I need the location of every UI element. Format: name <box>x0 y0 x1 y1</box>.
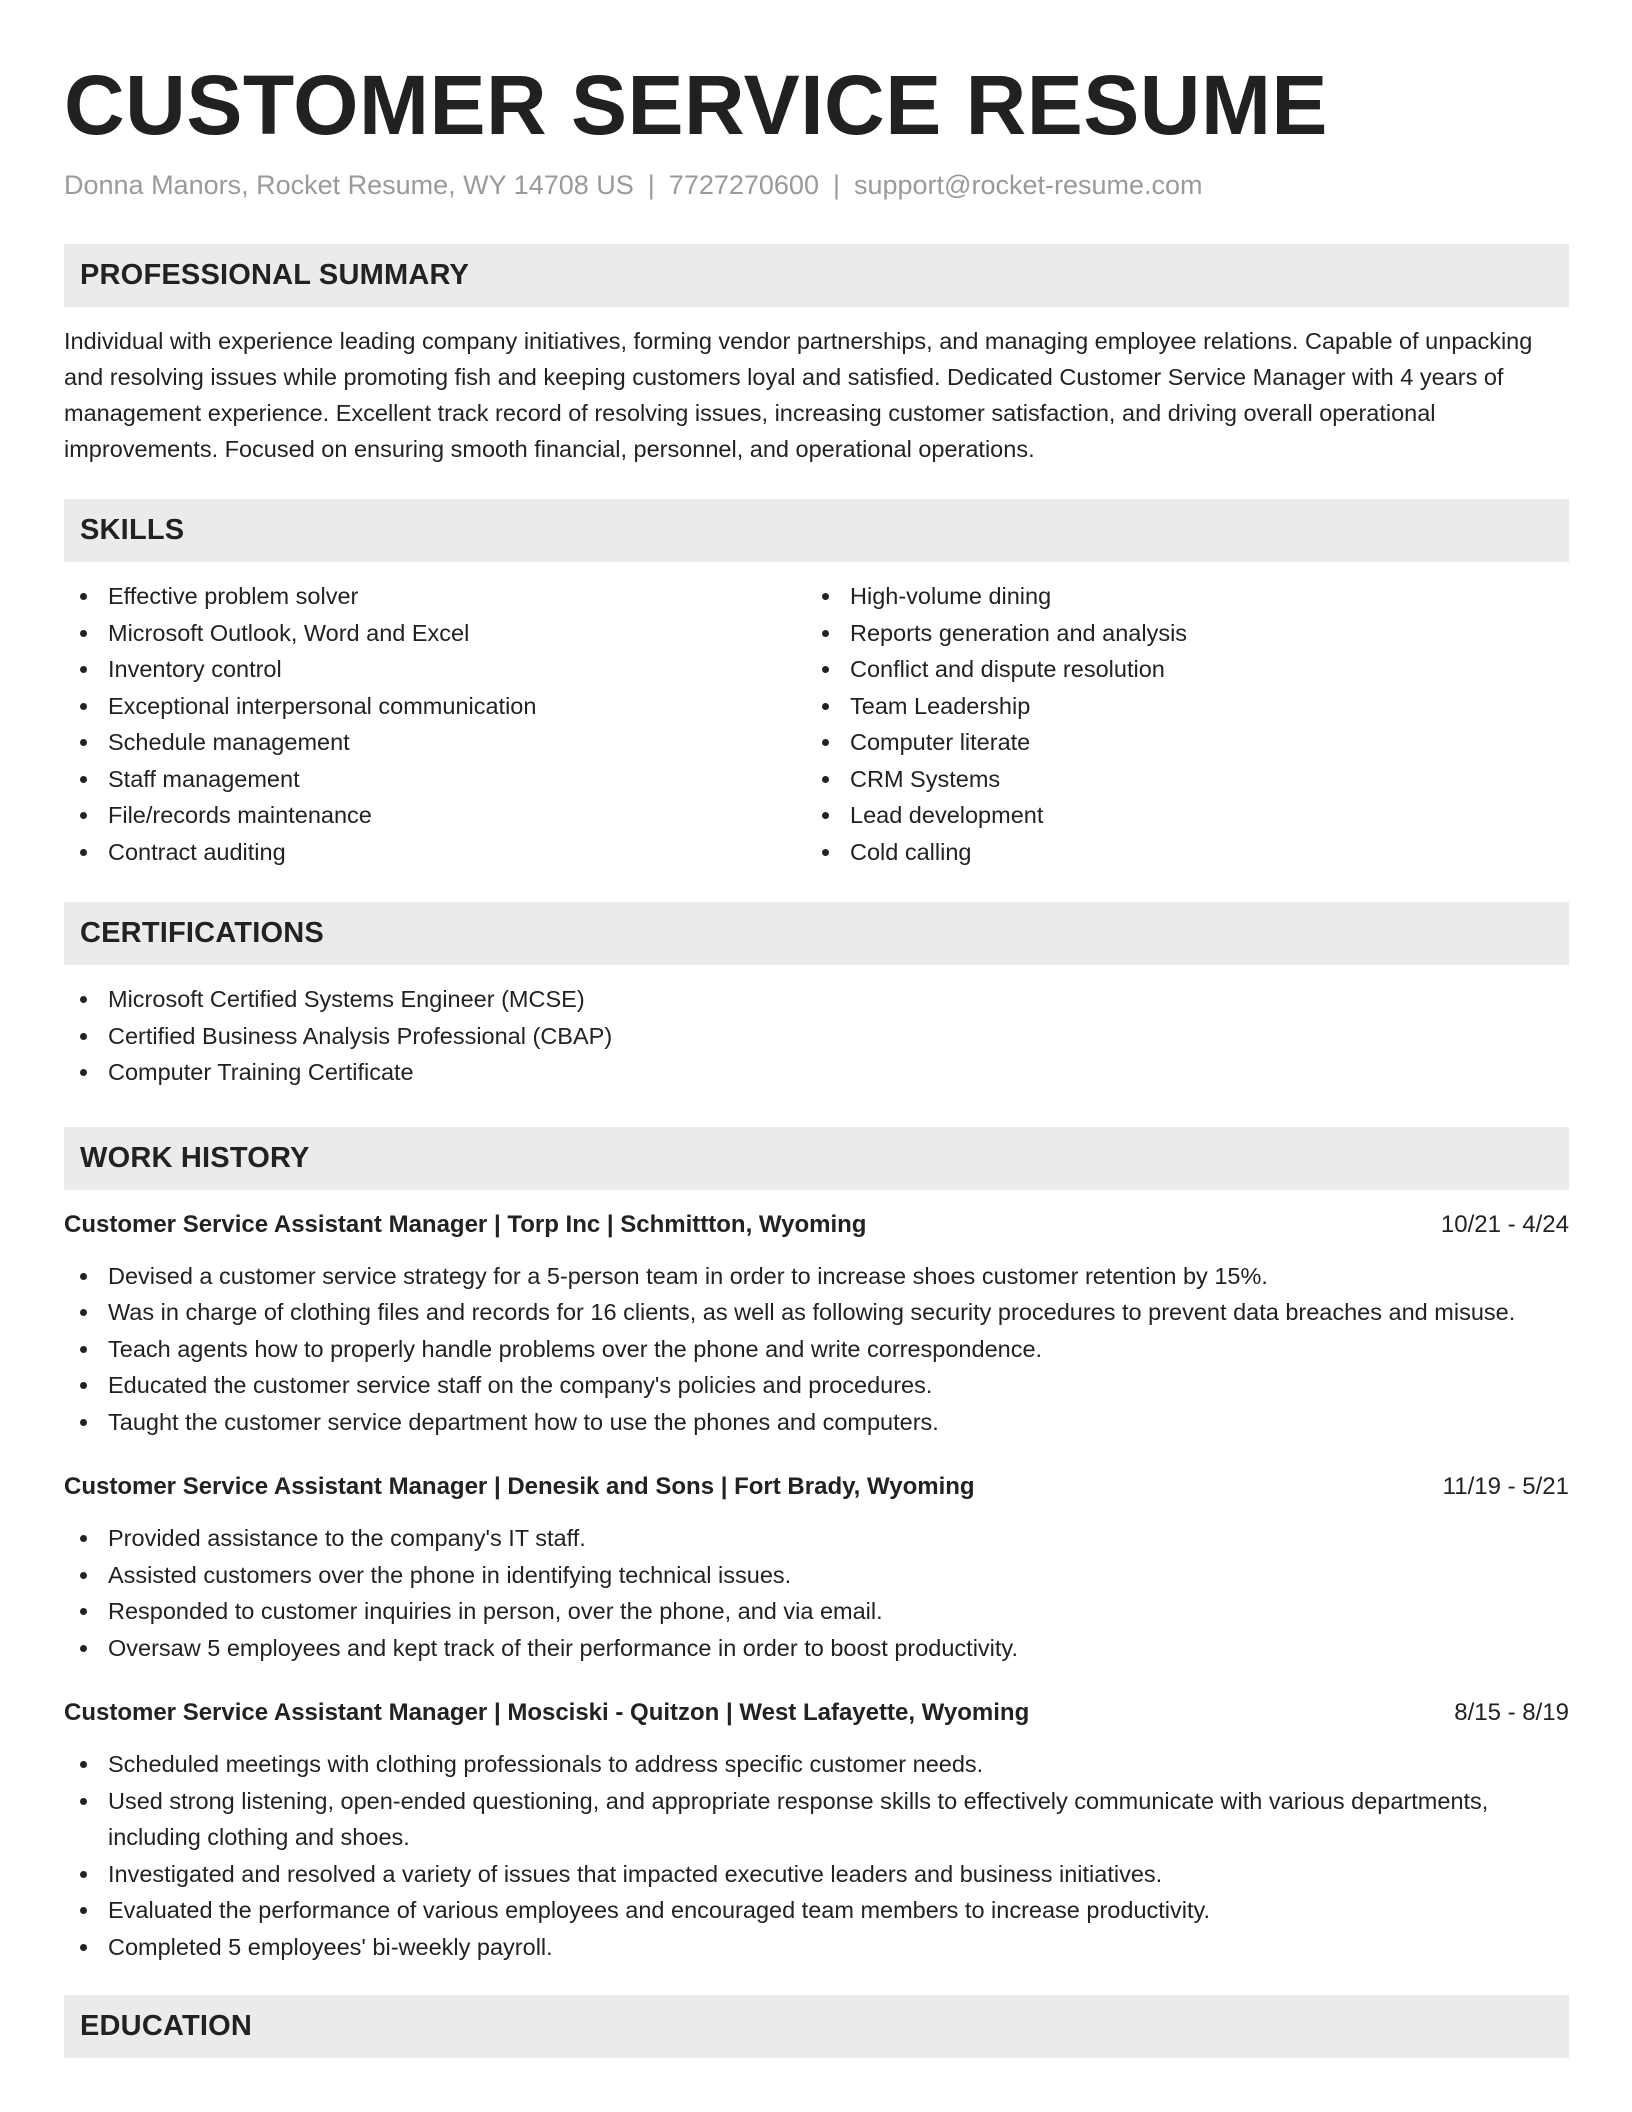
job-entry <box>64 1208 1569 1441</box>
job-entry <box>64 1470 1569 1666</box>
work-history-section <box>64 1127 1569 1966</box>
contact-phone: 7727270600 <box>668 170 819 200</box>
summary-section <box>64 244 1569 467</box>
skill-item: Computer literate <box>806 724 1548 761</box>
skill-item: Lead development <box>806 797 1548 834</box>
skill-item: Inventory control <box>64 651 806 688</box>
skill-item: Staff management <box>64 761 806 798</box>
certifications-list <box>64 981 1569 1091</box>
skills-grid <box>64 562 1569 870</box>
job-dates: 10/21 - 4/24 <box>1440 1210 1569 1238</box>
skills-list-right <box>806 578 1548 870</box>
skill-item: Schedule management <box>64 724 806 761</box>
skill-item: File/records maintenance <box>64 797 806 834</box>
job-bullet: Teach agents how to properly handle problems over the phone and write correspondence. <box>64 1331 1569 1368</box>
contact-separator: | <box>832 170 840 200</box>
certification-item: Certified Business Analysis Professional (CBAP) <box>64 1018 1569 1055</box>
job-title: Customer Service Assistant Manager | Denesik and Sons | Fort Brady, Wyoming <box>64 1473 975 1500</box>
job-bullet: Oversaw 5 employees and kept track of their performance in order to boost productivity. <box>64 1630 1569 1667</box>
job-bullet: Used strong listening, open-ended questioning, and appropriate response skills to effectively communicate with various departments, including clothing and shoes. <box>64 1783 1569 1856</box>
education-heading: EDUCATION <box>64 1995 1569 2058</box>
sections <box>64 244 1569 2058</box>
job-header <box>64 1208 1569 1242</box>
skill-item: High-volume dining <box>806 578 1548 615</box>
job-bullet: Completed 5 employees' bi-weekly payroll. <box>64 1929 1569 1966</box>
resume-title: CUSTOMER SERVICE RESUME <box>64 58 1328 152</box>
contact-line <box>64 166 1569 204</box>
skill-item: Cold calling <box>806 834 1548 871</box>
job-bullet: Responded to customer inquiries in person, over the phone, and via email. <box>64 1593 1569 1630</box>
job-bullet: Investigated and resolved a variety of issues that impacted executive leaders and business initiatives. <box>64 1856 1569 1893</box>
skill-item: Exceptional interpersonal communication <box>64 688 806 725</box>
contact-address: Donna Manors, Rocket Resume, WY 14708 US <box>64 170 634 200</box>
skills-section <box>64 499 1569 870</box>
education-section <box>64 1995 1569 2058</box>
certification-item: Microsoft Certified Systems Engineer (MCSE) <box>64 981 1569 1018</box>
job-bullet: Assisted customers over the phone in identifying technical issues. <box>64 1557 1569 1594</box>
work-history-heading: WORK HISTORY <box>64 1127 1569 1190</box>
job-bullet: Taught the customer service department how to use the phones and computers. <box>64 1404 1569 1441</box>
skill-item: Effective problem solver <box>64 578 806 615</box>
job-bullet: Scheduled meetings with clothing professionals to address specific customer needs. <box>64 1746 1569 1783</box>
skill-item: Team Leadership <box>806 688 1548 725</box>
job-dates: 11/19 - 5/21 <box>1442 1473 1569 1500</box>
skill-item: Contract auditing <box>64 834 806 871</box>
job-bullet: Devised a customer service strategy for a 5-person team in order to increase shoes customer retention by 15%. <box>64 1258 1569 1295</box>
job-bullet: Provided assistance to the company's IT staff. <box>64 1520 1569 1557</box>
certifications-heading: CERTIFICATIONS <box>64 902 1569 965</box>
job-dates: 8/15 - 8/19 <box>1454 1699 1569 1726</box>
summary-heading: PROFESSIONAL SUMMARY <box>64 244 1569 307</box>
job-bullet: Evaluated the performance of various employees and encouraged team members to increase productivity. <box>64 1892 1569 1929</box>
job-header <box>64 1696 1569 1730</box>
contact-email: support@rocket-resume.com <box>853 170 1203 200</box>
job-header <box>64 1470 1569 1504</box>
skill-item: Conflict and dispute resolution <box>806 651 1548 688</box>
job-bullets <box>64 1258 1569 1441</box>
job-bullets <box>64 1746 1569 1965</box>
contact-separator: | <box>647 170 655 200</box>
skill-item: Microsoft Outlook, Word and Excel <box>64 615 806 652</box>
certifications-section <box>64 902 1569 1091</box>
job-entry <box>64 1696 1569 1965</box>
job-title: Customer Service Assistant Manager | Torp Inc | Schmittton, Wyoming <box>64 1210 867 1238</box>
job-bullet: Was in charge of clothing files and records for 16 clients, as well as following security procedures to prevent data breaches and misuse. <box>64 1294 1569 1331</box>
job-bullets <box>64 1520 1569 1666</box>
skills-list-left <box>64 578 806 870</box>
certification-item: Computer Training Certificate <box>64 1054 1569 1091</box>
skill-item: CRM Systems <box>806 761 1548 798</box>
skills-heading: SKILLS <box>64 499 1569 562</box>
summary-text: Individual with experience leading company initiatives, forming vendor partnerships, and managing employee relations. Capable of unpacking and resolving issues while promoting fish and keeping customers loyal and satisfied. Dedicated Customer Service Manager with 4 years of management experience. Excellent track record of resolving issues, increasing customer satisfaction, and driving overall operational improvements. Focused on ensuring smooth financial, personnel, and operational operations. <box>64 328 1533 462</box>
skill-item: Reports generation and analysis <box>806 615 1548 652</box>
job-bullet: Educated the customer service staff on the company's policies and procedures. <box>64 1367 1569 1404</box>
job-title: Customer Service Assistant Manager | Mosciski - Quitzon | West Lafayette, Wyoming <box>64 1699 1030 1726</box>
